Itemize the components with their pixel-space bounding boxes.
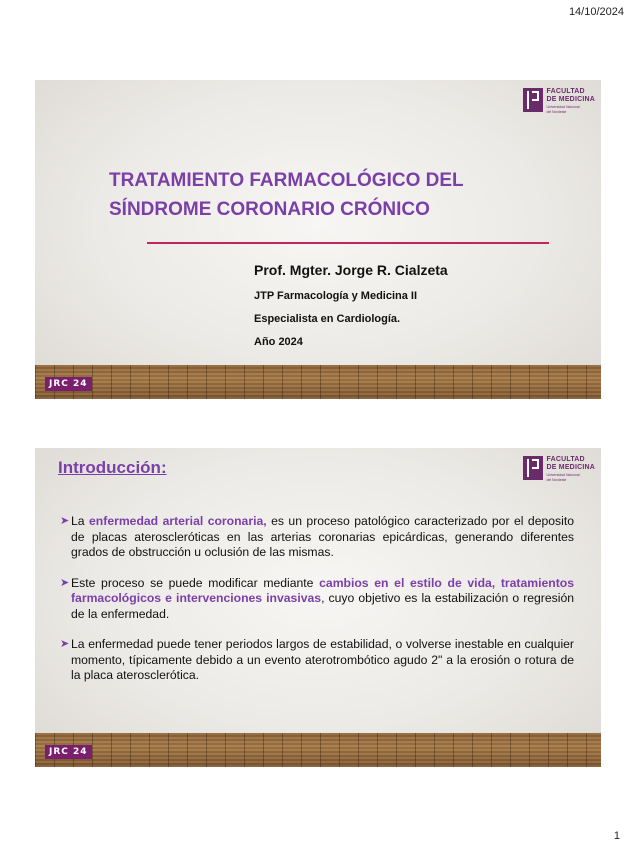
bullet-item	[60, 514, 574, 561]
author-specialty: Especialista en Cardiología.	[254, 313, 401, 325]
bullet-item	[60, 637, 574, 684]
bullet-text: La enfermedad puede tener periodos largos de estabilidad, o volverse inestable en cualquier momento, típicamente debido a un evento aterotrombótico agudo 2" a la erosión o rotura de la placa aterosclerótica.	[71, 637, 574, 682]
logo-sub-2: del Nordeste	[546, 110, 567, 114]
logo-sub-1: Universidad Nacional	[546, 105, 580, 109]
logo-line-1: FACULTAD	[546, 456, 585, 463]
bullet-text: Este proceso se puede modificar mediante	[71, 575, 320, 590]
wood-footer	[35, 733, 601, 767]
introduction-slide	[35, 448, 601, 767]
logo-line-2: DE MEDICINA	[546, 464, 595, 471]
highlight-text: enfermedad arterial coronaria,	[89, 514, 267, 528]
logo-line-2: DE MEDICINA	[546, 96, 595, 103]
jrc-badge: JRC 24	[45, 377, 92, 391]
logo-sub-1: Universidad Nacional	[546, 473, 580, 477]
page-number: 1	[613, 830, 620, 842]
logo-sub-2: del Nordeste	[546, 478, 567, 482]
wood-footer	[35, 365, 601, 399]
arrow-bullet-icon: ➤	[60, 515, 70, 527]
presentation-year: Año 2024	[254, 336, 303, 348]
title-slide	[35, 80, 601, 399]
bullet-text: es un proceso patológico caracterizado por el deposito de placas ateroscleróticas en las arterias coronarias epicárdicas, generando diferentes grados de obstrucción u oclusión de las mismas.	[71, 514, 575, 559]
highlight-text: cambios en el estilo de vida, tratamientos farmacológicos e intervenciones invasivas	[71, 575, 574, 605]
bullet-list	[60, 514, 574, 699]
title-divider	[147, 242, 549, 244]
slide-heading: Introducción:	[58, 458, 167, 477]
jrc-badge: JRC 24	[45, 745, 92, 759]
arrow-bullet-icon: ➤	[60, 638, 70, 650]
logo-line-1: FACULTAD	[546, 88, 585, 95]
bullet-text: La	[71, 514, 90, 528]
author-position: JTP Farmacología y Medicina II	[254, 290, 418, 302]
author-name: Prof. Mgter. Jorge R. Cialzeta	[254, 262, 448, 278]
faculty-logo	[523, 456, 595, 482]
bullet-text: , cuyo objetivo es la estabilización o regresión de la enfermedad.	[71, 591, 575, 621]
faculty-logo	[523, 88, 595, 114]
faculty-emblem-icon	[523, 456, 543, 480]
slide-title: TRATAMIENTO FARMACOLÓGICO DEL SÍNDROME CORONARIO CRÓNICO	[109, 170, 464, 220]
arrow-bullet-icon: ➤	[60, 576, 70, 589]
bullet-item	[60, 576, 574, 623]
faculty-emblem-icon	[523, 88, 543, 112]
print-date: 14/10/2024	[568, 6, 624, 18]
